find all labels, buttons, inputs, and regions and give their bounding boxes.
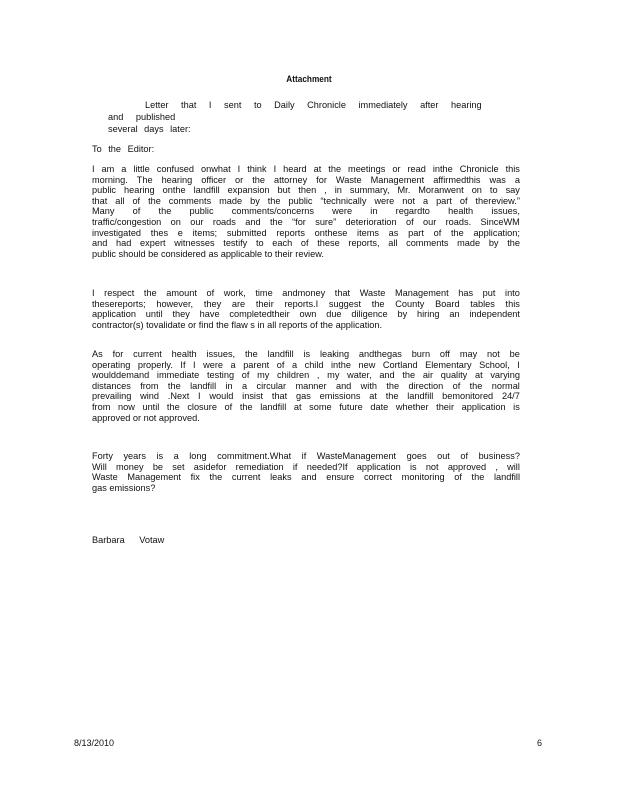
paragraph-line: gas emissions? [92, 482, 156, 493]
paragraph-line: and had expert witnesses testify to each of these reports, all comments made by the [92, 238, 520, 249]
paragraph-line: Many of the public comments/concerns were in regardto health issues, [92, 206, 520, 217]
paragraph-line: prevailing wind .Next I would insist that gas emissions at the landfill bemonitored 24/7 [92, 391, 520, 402]
paragraph-line: Waste Management fix the current leaks and ensure correct monitoring of the landfill [92, 472, 520, 483]
paragraph-line: Forty years is a long commitment.What if WasteManagement goes out of business? [92, 451, 520, 461]
intro-text [108, 99, 503, 135]
paragraph-line: distances from the landfill in a circular manner and with the direction of the normal [92, 380, 520, 391]
intro-line-2: several days later: [108, 124, 191, 134]
salutation: To the Editor: [92, 144, 155, 154]
paragraph-line: approved or not approved. [92, 412, 200, 423]
letter-paragraph-4 [92, 451, 520, 493]
paragraph-line: that all of the comments made by the public “technically were not a part of thereview.” [92, 195, 520, 206]
paragraph-line: from now until the closure of the landfill at some future date whether their application is [92, 401, 520, 412]
paragraph-line: investigated thes e items; submitted reports onthese items as part of the application; [92, 227, 520, 238]
letter-paragraph-3 [92, 349, 520, 423]
paragraph-line: Will money be set asidefor remediation if needed?If application is not approved , will [92, 461, 520, 472]
letter-paragraph-2 [92, 288, 520, 330]
paragraph-line: As for current health issues, the landfill is leaking andthegas burn off may not be [92, 349, 520, 359]
paragraph-line: application until they have completedtheir own due diligence by hiring an independent [92, 309, 520, 320]
signature: Barbara Votaw [92, 535, 165, 545]
paragraph-line: I respect the amount of work, time andmoney that Waste Management has put into [92, 288, 520, 298]
paragraph-line: public should be considered as applicable to their review. [92, 248, 324, 259]
paragraph-line: morning. The hearing officer or the attorney for Waste Management affirmedthis was a [92, 174, 520, 185]
paragraph-line: I am a little confused onwhat I think I heard at the meetings or read inthe Chronicle this [92, 164, 520, 174]
paragraph-line: operating properly. If I were a parent of a child inthe new Cortland Elementary School, I [92, 359, 520, 370]
paragraph-line: thesereports; however, they are their reports.I suggest the County Board tables this [92, 298, 520, 309]
footer-date: 8/13/2010 [74, 738, 115, 748]
paragraph-line: woulddemand immediate testing of my children , my water, and the air quality at varying [92, 370, 520, 381]
letter-paragraph-1 [92, 164, 520, 259]
paragraph-line: public hearing onthe landfill expansion but then , in summary, Mr. Moranwent on to say [92, 185, 520, 196]
paragraph-line: traffic/congestion on our roads and the “for sure” deterioration of our roads. SinceWM [92, 216, 520, 227]
footer-page-number: 6 [537, 738, 543, 748]
document-title: Attachment [286, 73, 332, 84]
paragraph-line: contractor(s) tovalidate or find the flaw s in all reports of the application. [92, 319, 383, 330]
intro-line-1: Letter that I sent to Daily Chronicle immediately after hearing and published [108, 100, 482, 122]
